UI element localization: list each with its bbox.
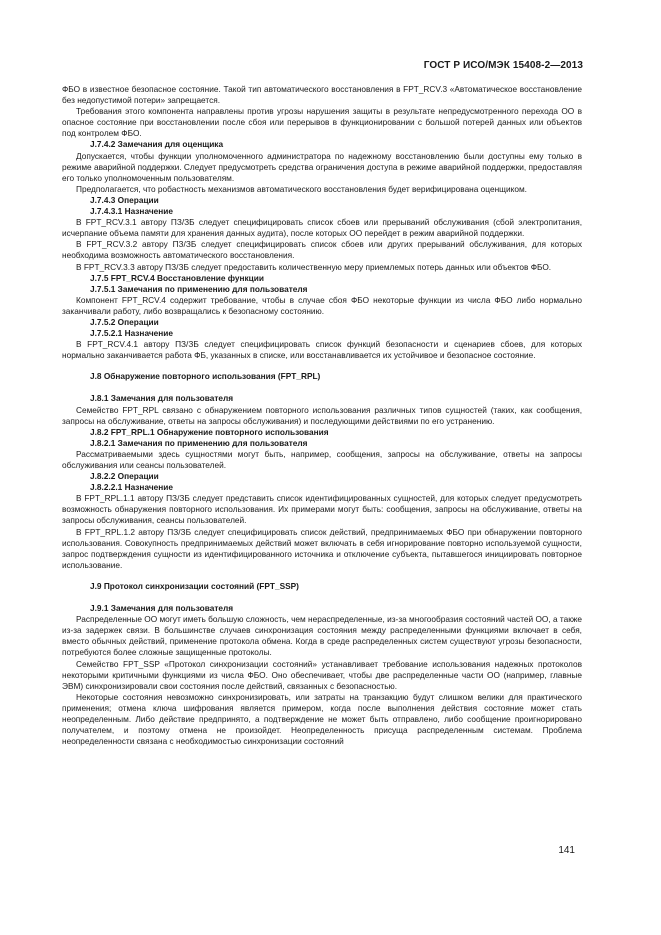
paragraph: Рассматриваемыми здесь сущностями могут быть, например, сообщения, запросы на обслуживание, ответы на запросы обслуживания или сеансы пользователей. <box>62 448 582 470</box>
section-heading: J.7.4.3.1 Назначение <box>90 206 174 217</box>
section-heading: J.7.5.2 Операции <box>90 316 159 327</box>
paragraph: Распределенные ОО могут иметь большую сложность, чем нераспределенные, из-за многообразия состояний частей ОО, а также из-за задержек связи. В большинстве случаев синхронизация состояния между распределенными функциями включает в себя, вместо обычных действий, применение протокола обмена. Когда в среде распределенных систем существуют угрозы безопасности, потребуются более сложные защищенные протоколы. <box>62 614 583 658</box>
document-header: ГОСТ Р ИСО/МЭК 15408-2—2013 <box>423 60 583 71</box>
page-number: 141 <box>558 845 575 856</box>
paragraph: В FPT_RPL.1.1 автору ПЗ/ЗБ следует представить список идентифицированных сущностей, для которых следует предусмотреть возможность обнаружения повторного использования. Их примерами могут быть: сообщения, запросы на обслуживание, ответы на запросы обслуживания, сеансы пользователей. <box>62 493 582 526</box>
section-heading: J.7.5 FPT_RCV.4 Восстановление функции <box>90 272 264 283</box>
paragraph: Компонент FPT_RCV.4 содержит требование, чтобы в случае сбоя ФБО некоторые функции из числа ФБО либо нормально заканчивали работу, либо возвращались к безопасному состоянию. <box>62 294 582 316</box>
section-heading: J.8.2 FPT_RPL.1 Обнаружение повторного использования <box>90 426 329 437</box>
paragraph: В FPT_RCV.3.1 автору ПЗ/ЗБ следует специфицировать список сбоев или прерываний обслуживания (сбой электропитания, исчерпание объема памяти для хранения данных аудита), после которых ОО перейдет в режим аварийной поддержки. <box>62 217 582 239</box>
paragraph: Допускается, чтобы функции уполномоченного администратора по надежному восстановлению были доступны ему только в режиме аварийной поддержки. Следует предусмотреть средства ограничения доступа в режиме аварийной поддержки, предоставляя его только уполномоченным пользователям. <box>62 150 582 183</box>
paragraph: ФБО в известное безопасное состояние. Такой тип автоматического восстановления в FPT_RCV.3 «Автоматическое восстановление без недопустимой потери» запрещается. <box>62 84 582 106</box>
paragraph: Семейство FPT_RPL связано с обнаружением повторного использования различных типов сущностей (таких, как сообщения, запросы на обслуживание, ответы на запросы обслуживания) и последующими действиями по его устранению. <box>62 404 582 426</box>
chapter-heading: J.8 Обнаружение повторного использования (FPT_RPL) <box>90 371 321 382</box>
paragraph: Требования этого компонента направлены против угрозы нарушения защиты в результате непредусмотренного перехода ОО в опасное состояние при восстановлении после сбоя или перерывов в функционировании с большой потерей данных или объектов под контролем ФБО. <box>62 106 582 139</box>
paragraph: В FPT_RCV.4.1 автору ПЗ/ЗБ следует специфицировать список функций безопасности и сценариев сбоев, для которых нормально заканчивается работа ФБ, указанных в списке, или восстанавливается их устойчивое и безопасное состояние. <box>62 339 582 361</box>
paragraph: В FPT_RCV.3.2 автору ПЗ/ЗБ следует специфицировать список сбоев или других прерываний обслуживания, для которых необходима возможность автоматического восстановления. <box>62 239 582 261</box>
section-heading: J.8.2.1 Замечания по применению для пользователя <box>90 437 308 448</box>
paragraph: Предполагается, что робастность механизмов автоматического восстановления будет верифицирована оценщиком. <box>76 183 527 194</box>
section-heading: J.8.1 Замечания для пользователя <box>90 393 234 404</box>
section-heading: J.7.4.2 Замечания для оценщика <box>90 139 224 150</box>
section-heading: J.7.5.1 Замечания по применению для пользователя <box>90 283 308 294</box>
paragraph: Некоторые состояния невозможно синхронизировать, или затраты на транзакцию будут слишком велики для практического применения; отмена ключа шифрования является примером, когда после выполнения действия состояние может стать неопределенным. Либо действие предпринято, а подтверждение не может быть отправлено, либо сообщение проигнорировано получателем, и поэтому отмена не произойдет. Неопределенность присуща распределенным системам. Проблема неопределенности связана с необходимостью синхронизации состояний <box>62 691 582 747</box>
section-heading: J.7.5.2.1 Назначение <box>90 328 174 339</box>
paragraph: В FPT_RPL.1.2 автору ПЗ/ЗБ следует специфицировать список действий, предпринимаемых ФБО при обнаружении повторного использования. Совокупность предпринимаемых действий может включать в себя игнорирование повторно используемой сущности, запрос подтверждения сущности из идентифицированного источника и отключение субъекта, пытавшегося инициировать повторное использование. <box>62 526 582 570</box>
chapter-heading: J.9 Протокол синхронизации состояний (FPT_SSP) <box>90 580 299 591</box>
paragraph: Семейство FPT_SSP «Протокол синхронизации состояний» устанавливает требование использования надежных протоколов некоторыми критичными функциями из числа ФБО. Оно обеспечивает, чтобы две распределенные части ОО (например, главные ЭВМ) синхронизировали свои состояния после действий, связанных с безопасностью. <box>62 658 582 691</box>
document-body <box>62 84 582 747</box>
section-heading: J.7.4.3 Операции <box>90 194 159 205</box>
section-heading: J.8.2.2 Операции <box>90 471 159 482</box>
paragraph: В FPT_RCV.3.3 автору ПЗ/ЗБ следует предоставить количественную меру приемлемых потерь данных или объектов ФБО. <box>76 261 552 272</box>
section-heading: J.8.2.2.1 Назначение <box>90 482 174 493</box>
section-heading: J.9.1 Замечания для пользователя <box>90 603 234 614</box>
